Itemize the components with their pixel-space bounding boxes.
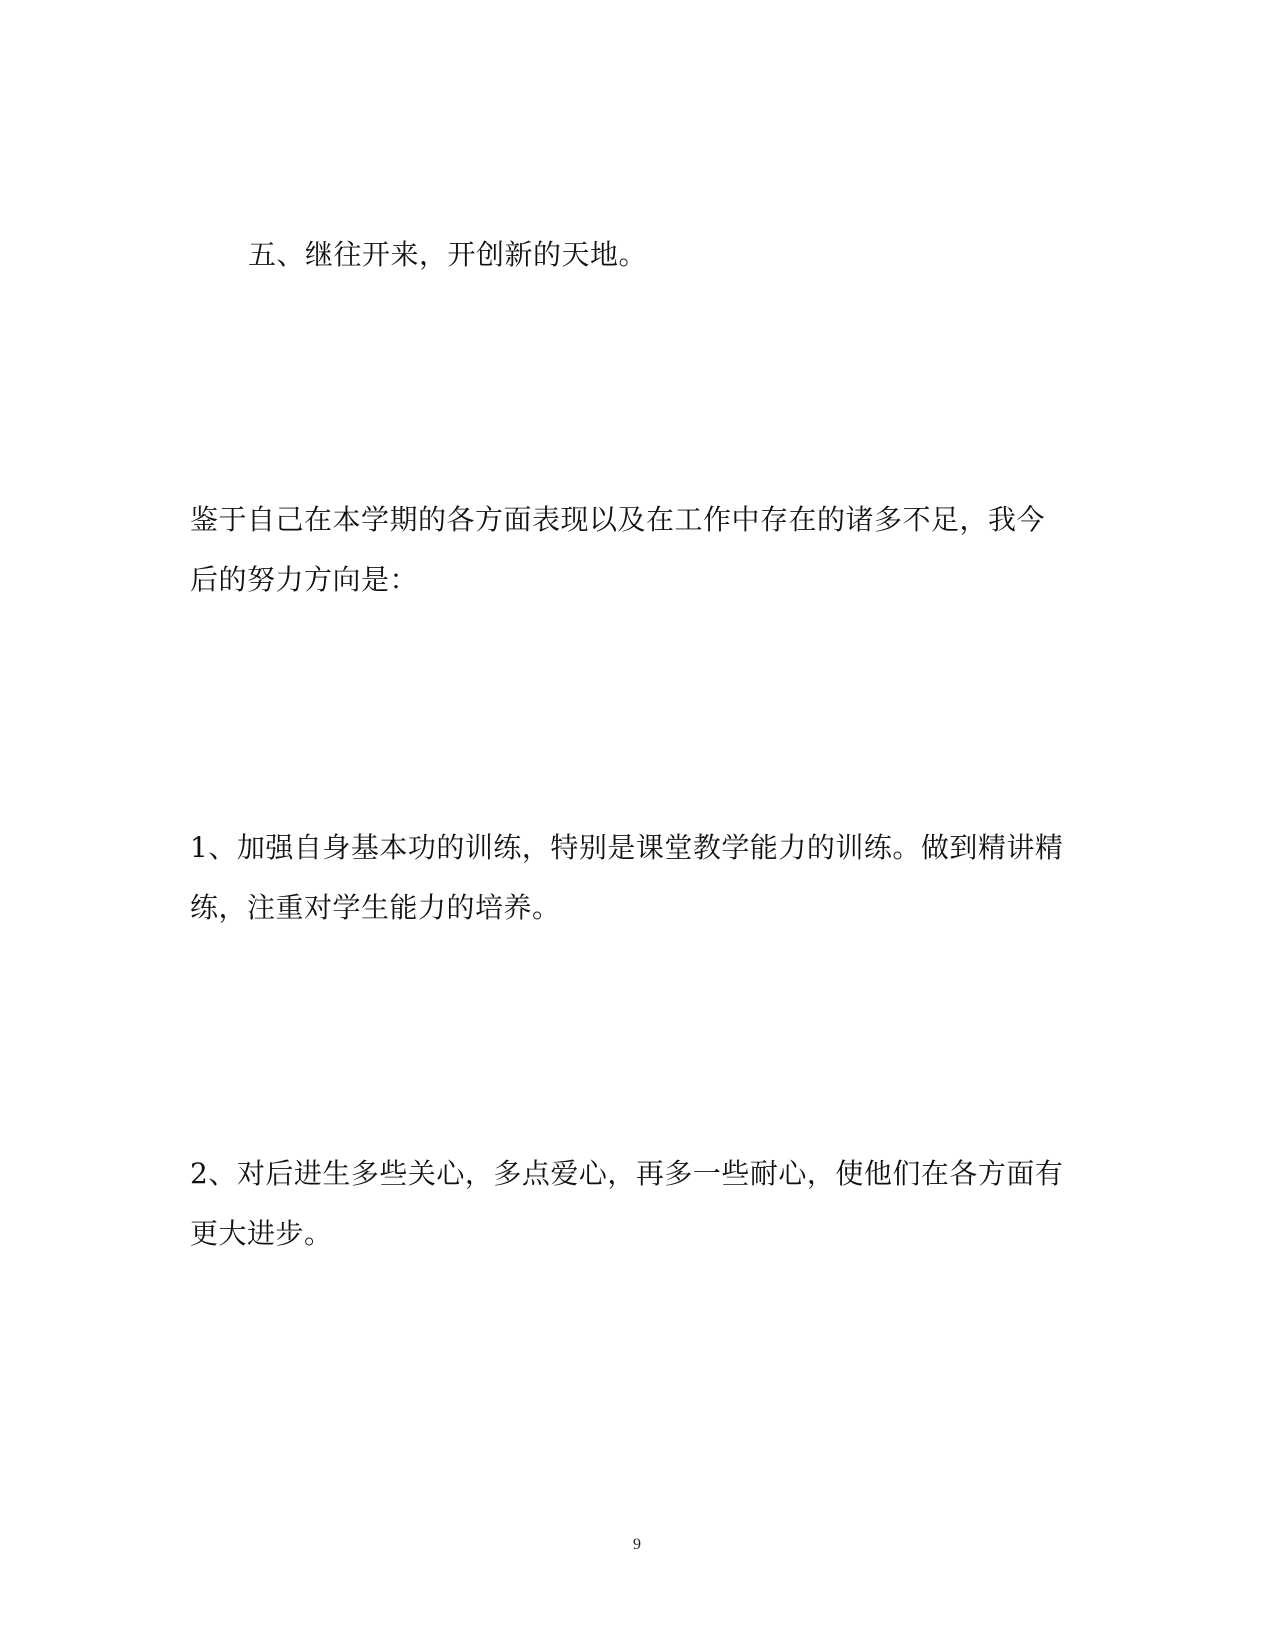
heading-text: 五、继往开来，开创新的天地。 <box>248 238 648 271</box>
page-number: 9 <box>633 1536 641 1553</box>
paragraph-line: 2、对后进生多些关心，多点爱心，再多一些耐心，使他们在各方面有 <box>190 1157 1064 1190</box>
paragraph-item-1 <box>190 818 1090 938</box>
paragraph-line: 1、加强自身基本功的训练，特别是课堂教学能力的训练。做到精讲精 <box>190 831 1064 864</box>
paragraph-line: 练，注重对学生能力的培养。 <box>190 891 561 924</box>
paragraph-item-2 <box>190 1144 1090 1264</box>
section-heading <box>248 225 1148 285</box>
paragraph-line: 鉴于自己在本学期的各方面表现以及在工作中存在的诸多不足，我今 <box>190 503 1046 536</box>
paragraph-line: 更大进步。 <box>190 1217 333 1250</box>
paragraph-intro <box>190 490 1090 610</box>
paragraph-line: 后的努力方向是： <box>190 563 419 596</box>
